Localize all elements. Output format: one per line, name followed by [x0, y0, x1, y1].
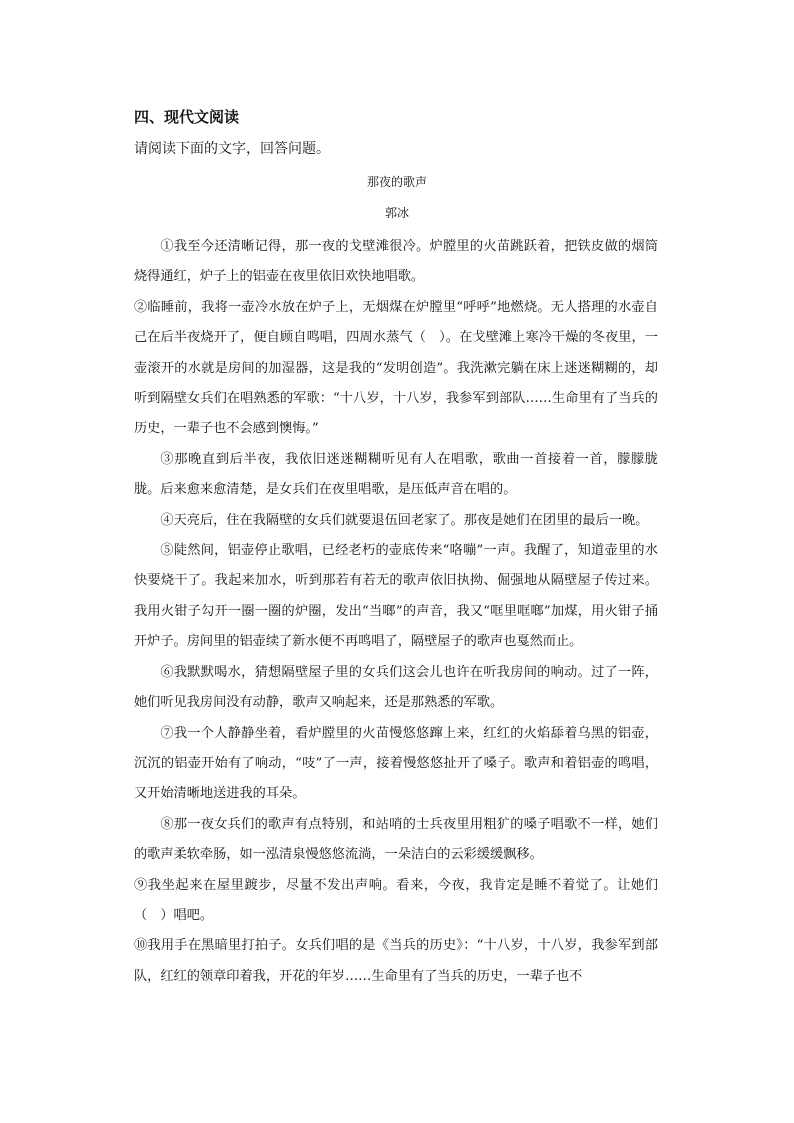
article-body: [134, 232, 658, 992]
paragraph-4: ④天亮后，住在我隔壁的女兵们就要退伍回老家了。那夜是她们在团里的最后一晚。: [160, 512, 649, 528]
paragraph-1: ①我至今还清晰记得，那一夜的戈壁滩很冷。炉膛里的火苗跳跃着，把铁皮做的烟筒烧得通红，炉子上的铝壶在夜里依旧欢快地唱歌。: [134, 239, 658, 285]
article-title: 那夜的歌声: [366, 175, 427, 189]
paragraph-10: ⑩我用手在黑暗里打拍子。女兵们唱的是《当兵的历史》：“十八岁，十八岁，我参军到部队，红红的领章印着我，开花的年岁……生命里有了当兵的历史，一辈子也不: [134, 938, 658, 984]
section-heading: 四、现代文阅读: [134, 108, 240, 126]
paragraph-2: ②临睡前，我将一壶冷水放在炉子上，无烟煤在炉膛里“呼呼”地燃烧。无人搭理的水壶自己在后半夜烧开了，便自顾自鸣唱，四周水蒸气（ ）。在戈壁滩上寒冷干燥的冬夜里，一壶滚开的水就是房间的加湿器，这是我的“发明创造”。我洗漱完躺在床上迷迷糊糊的，却听到隔壁女兵们在唱熟悉的军歌：“十八岁，十八岁，我参军到部队……生命里有了当兵的历史，一辈子也不会感到懊悔。”: [134, 299, 658, 437]
paragraph-6: ⑥我默默喝水，猜想隔壁屋子里的女兵们这会儿也许在听我房间的响动。过了一阵，她们听见我房间没有动静，歌声又响起来，还是那熟悉的军歌。: [134, 664, 658, 711]
paragraph-9: ⑨我坐起来在屋里踱步，尽量不发出声响。看来，今夜，我肯定是睡不着觉了。让她们（ ）唱吧。: [134, 877, 658, 923]
paragraph-3: ③那晚直到后半夜，我依旧迷迷糊糊听见有人在唱歌，歌曲一首接着一首，朦朦胧胧。后来愈来愈清楚，是女兵们在夜里唱歌，是压低声音在唱的。: [134, 451, 658, 498]
article-author: 郭冰: [384, 206, 409, 220]
reading-instruction: 请阅读下面的文字，回答问题。: [134, 141, 330, 157]
paragraph-7: ⑦我一个人静静坐着，看炉膛里的火苗慢悠悠蹿上来，红红的火焰舔着乌黑的铝壶，沉沉的铝壶开始有了响动，“吱”了一声，接着慢悠悠扯开了嗓子。歌声和着铝壶的鸣唱，又开始清晰地送进我的耳朵。: [134, 725, 658, 802]
paragraph-8: ⑧那一夜女兵们的歌声有点特别，和站哨的士兵夜里用粗犷的嗓子唱歌不一样，她们的歌声柔软牵肠，如一泓清泉慢悠悠流淌，一朵洁白的云彩缓缓飘移。: [134, 816, 658, 863]
paragraph-5: ⑤陡然间，铝壶停止歌唱，已经老朽的壶底传来“咯嘣”一声。我醒了，知道壶里的水快要烧干了。我起来加水，听到那若有若无的歌声依旧执拗、倔强地从隔壁屋子传过来。我用火钳子勾开一圈一圈的炉圈，发出“当啷”的声音，我又“哐里哐啷”加煤，用火钳子捅开炉子。房间里的铝壶续了新水便不再鸣唱了，隔壁屋子的歌声也戛然而止。: [134, 543, 658, 650]
